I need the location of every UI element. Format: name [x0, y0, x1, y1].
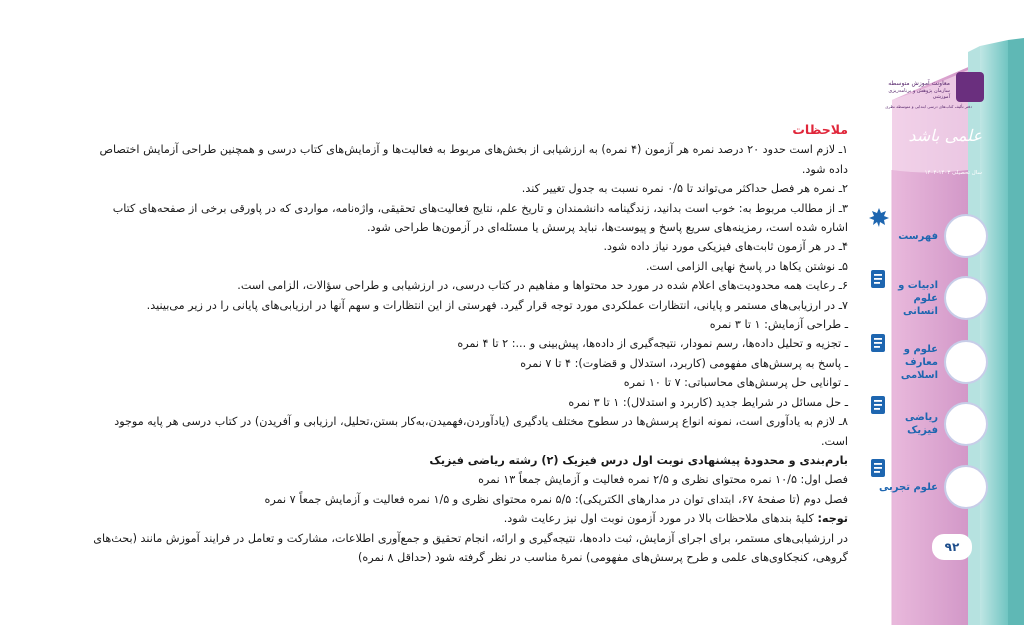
final-note: در ارزشیابی‌های مستمر، برای اجرای آزمایش، ثبت داده‌ها، نتیجه‌گیری و ارائه، انجام تحقیق و جمع‌آوری اطلاعات، مشارکت و تعامل در فرایند آموزش مانند (بحث‌های گروهی، کنجکاوی‌های علمی و طرح پرسش‌های مفهومی) نمرۀ مناسب در نظر گرفته شود (حداقل ۸ نمره) — [93, 531, 848, 564]
book-icon — [944, 340, 988, 384]
book-icon — [944, 402, 988, 446]
nav-item-experimental[interactable] — [868, 457, 988, 517]
sidebar — [868, 0, 1024, 625]
note-8: ۸ـ لازم به یادآوری است، نمونه انواع پرسش‌ها در سطوح مختلف یادگیری (یادآوردن،فهمیدن،به‌کار بستن،تحلیل، ارزیابی و آفریدن) در کتاب درسی هر پایه موجود است. — [114, 415, 848, 448]
school-year: سال تحصیلی ۱۴۰۳-۱۴۰۴ — [924, 170, 982, 176]
score-item: ـ پاسخ به پرسش‌های مفهومی (کاربرد، استدلال و قضاوت): ۴ تا ۷ نمره — [520, 356, 848, 370]
note-4: ۴ـ در هر آزمون ثابت‌های فیزیکی مورد نیاز داده شود. — [603, 240, 848, 254]
note-5: ۵ـ نوشتن یکاها در پاسخ نهایی الزامی است. — [645, 259, 848, 273]
nav-item-humanities[interactable] — [868, 268, 988, 328]
nav-label: علوم تجربی — [878, 481, 938, 493]
book-icon — [944, 465, 988, 509]
logo-line-1: معاونت آموزش متوسطه — [888, 80, 950, 87]
notes-heading: ملاحظات — [792, 122, 848, 137]
chapter-2: فصل دوم (تا صفحۀ ۶۷، ابتدای توان در مدارهای الکتریکی): ۵/۵ نمره محتوای نظری و ۱/۵ نمره فعالیت و آزمایش جمعاً ۷ نمره — [264, 492, 848, 506]
chapter-1: فصل اول: ۱۰/۵ نمره محتوای نظری و ۲/۵ نمره فعالیت و آزمایش جمعاً ۱۳ نمره — [478, 473, 848, 487]
nav-label: علوم و معارف اسلامی — [900, 343, 938, 381]
score-item: ـ طراحی آزمایش: ۱ تا ۳ نمره — [709, 318, 848, 332]
logo-line-3: دفتر تألیف کتاب‌های درسی ابتدایی و متوسطه نظری — [885, 104, 972, 109]
nav-label: ریاضی فیزیک — [904, 412, 938, 436]
nav-item-index[interactable] — [868, 206, 988, 266]
note-6: ۶ـ رعایت همه محدودیت‌های اعلام شده در مورد حد محتواها و مفاهیم در کتاب درسی، در ارزشیابی و طراحی سؤالات، الزامی است. — [237, 279, 848, 293]
page-number: ۹۲ — [932, 534, 972, 560]
attention-label: توجه: — [817, 512, 848, 526]
nav-label: فهرست — [898, 230, 938, 242]
notes-content — [88, 120, 848, 567]
leaf-icon — [944, 214, 988, 258]
note-7: ۷ـ در ارزیابی‌های مستمر و پایانی، انتظارات عملکردی مورد توجه قرار گیرد. فهرستی از این انتظارات و سهم آنها در ارزیابی‌های پایانی را در زیر می‌بینید. — [146, 298, 848, 312]
nav-item-islamic[interactable] — [868, 332, 988, 392]
nav-label: ادبیات و علوم انسانی — [898, 279, 938, 317]
attention-note — [88, 509, 848, 528]
subheading: بارم‌بندی و محدودۀ پیشنهادی نوبت اول درس فیزیک (۲) رشته ریاضی فیزیک — [429, 453, 848, 467]
score-item: ـ توانایی حل پرسش‌های محاسباتی: ۷ تا ۱۰ نمره — [623, 376, 848, 390]
note-1: ۱ـ لازم است حدود ۲۰ درصد نمره هر آزمون (۴ نمره) به ارزشیابی از بخش‌های مربوط به فعالیت‌ها و آزمایش‌های کتاب درسی و همچنین طراحی آزمایش اختصاص داده شود. — [99, 143, 848, 176]
note-2: ۲ـ نمره هر فصل حداکثر می‌تواند تا ۰/۵ نمره نسبت به جدول تغییر کند. — [521, 182, 848, 196]
nav-item-math-physics[interactable] — [868, 394, 988, 454]
score-item: ـ تجزیه و تحلیل داده‌ها، رسم نمودار، نتیجه‌گیری از داده‌ها، پیش‌بینی و ...: ۲ تا ۴ نمره — [457, 337, 848, 351]
note-3: ۳ـ از مطالب مربوط به: خوب است بدانید، زندگینامه دانشمندان و تاریخ علم، نتایج فعالیت‌های تحقیقی، واژه‌نامه، مواردی که در پاورقی برخی از صفحه‌های کتاب اشاره شده است، رمزینه‌های سریع پاسخ و پیوست‌ها، نباید پرسش یا مسئله‌ای در آزمون‌ها طراحی شود. — [112, 201, 848, 235]
logo-emblem — [956, 72, 984, 102]
logo-line-2: سازمان پژوهش و برنامه‌ریزی آموزشی — [888, 88, 950, 100]
score-item: ـ حل مسائل در شرایط جدید (کاربرد و استدلال): ۱ تا ۳ نمره — [568, 395, 848, 409]
book-icon — [944, 276, 988, 320]
attention-text: کلیۀ بندهای ملاحظات بالا در مورد آزمون نوبت اول نیز رعایت شود. — [503, 512, 818, 526]
sidebar-title: علمی باشد — [908, 126, 982, 145]
